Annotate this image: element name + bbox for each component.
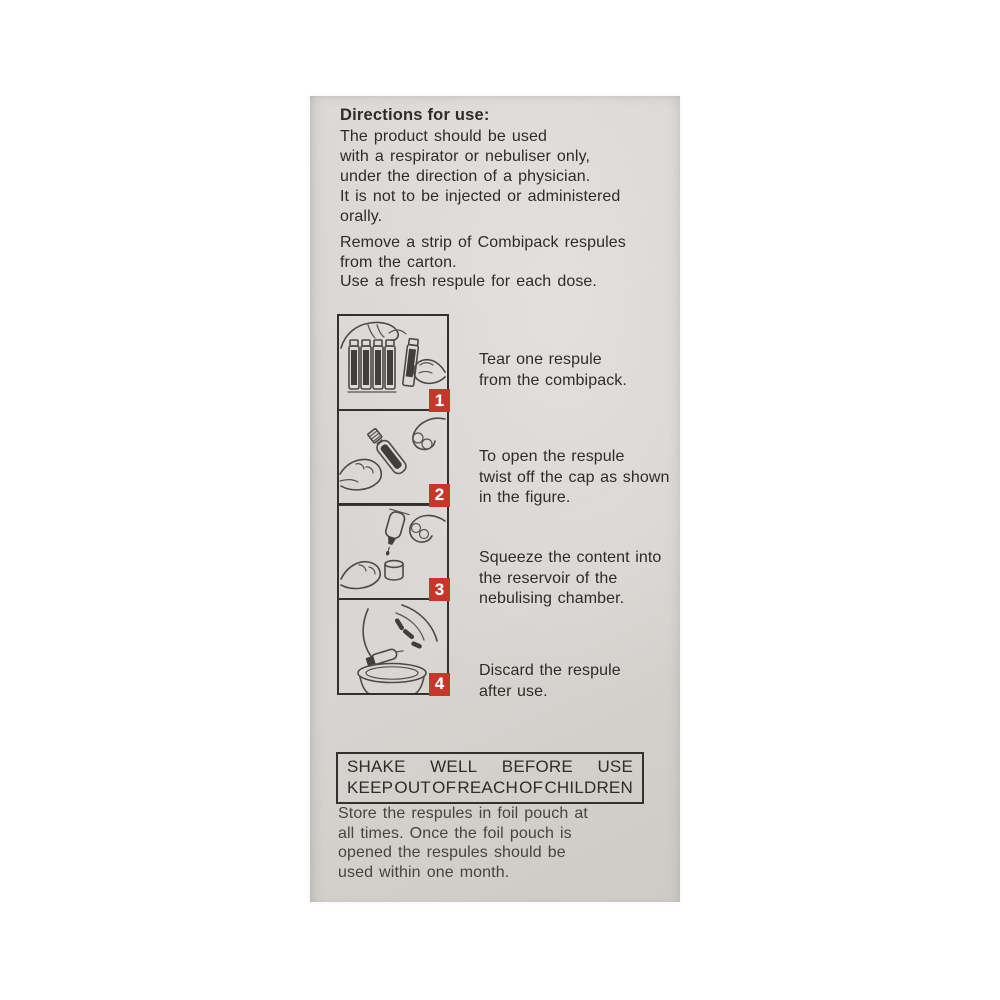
warning-word: WELL <box>430 757 478 776</box>
warning-word: REACH <box>457 778 518 797</box>
paragraph-line: Remove a strip of Combipack respules <box>340 234 626 251</box>
caption-line: To open the respule <box>479 448 625 465</box>
caption-line: nebulising chamber. <box>479 590 625 607</box>
step-4-caption <box>479 661 621 702</box>
step-3-panel <box>337 503 449 600</box>
step-2-panel <box>337 409 449 506</box>
caption-line: the reservoir of the <box>479 569 618 587</box>
storage-line: Store the respules in foil pouch at <box>338 805 588 822</box>
keep-out-of-reach-line <box>347 777 633 798</box>
paragraph-line: Use a fresh respule for each dose. <box>340 273 597 290</box>
caption-line: Tear one respule <box>479 351 602 368</box>
directions-heading: Directions for use: <box>340 106 490 124</box>
step-4-number-badge: 4 <box>429 673 450 696</box>
warning-word: KEEP <box>347 778 394 797</box>
package-label <box>310 96 680 902</box>
intro-line: under the direction of a physician. <box>340 168 591 185</box>
caption-line: after use. <box>479 682 548 700</box>
intro-paragraph <box>340 127 620 227</box>
step-2-caption <box>479 447 670 509</box>
storage-instructions <box>338 804 588 882</box>
step-3-caption <box>479 548 661 610</box>
step-3-number-badge: 3 <box>429 578 450 601</box>
step-illustration-column <box>337 314 455 695</box>
remove-strip-paragraph <box>340 233 626 292</box>
storage-line: opened the respules should be <box>338 844 566 861</box>
warning-word: BEFORE <box>501 757 573 776</box>
intro-line: It is not to be injected or administered <box>340 188 621 205</box>
warning-word: USE <box>597 757 633 776</box>
warning-box <box>336 752 644 804</box>
warning-word: OF <box>519 778 544 797</box>
warning-word: SHAKE <box>347 757 406 776</box>
step-4-panel <box>337 598 449 695</box>
caption-line: from the combipack. <box>479 371 627 389</box>
intro-line: orally. <box>340 208 383 225</box>
intro-line: The product should be used <box>340 128 547 145</box>
storage-line: used within one month. <box>338 863 510 881</box>
shake-well-line <box>347 756 633 777</box>
intro-line: with a respirator or nebuliser only, <box>340 148 591 165</box>
step-1-number-badge: 1 <box>429 389 450 412</box>
warning-word: OF <box>432 778 457 797</box>
caption-line: Squeeze the content into <box>479 549 662 566</box>
step-1-caption <box>479 350 627 391</box>
warning-word: OUT <box>394 778 431 797</box>
warning-word: CHILDREN <box>544 778 633 797</box>
storage-line: all times. Once the foil pouch is <box>338 824 572 842</box>
caption-line: Discard the respule <box>479 662 621 679</box>
caption-line: in the figure. <box>479 489 571 506</box>
caption-line: twist off the cap as shown <box>479 468 670 486</box>
paragraph-line: from the carton. <box>340 253 457 271</box>
step-2-number-badge: 2 <box>429 484 450 507</box>
step-1-panel <box>337 314 449 411</box>
